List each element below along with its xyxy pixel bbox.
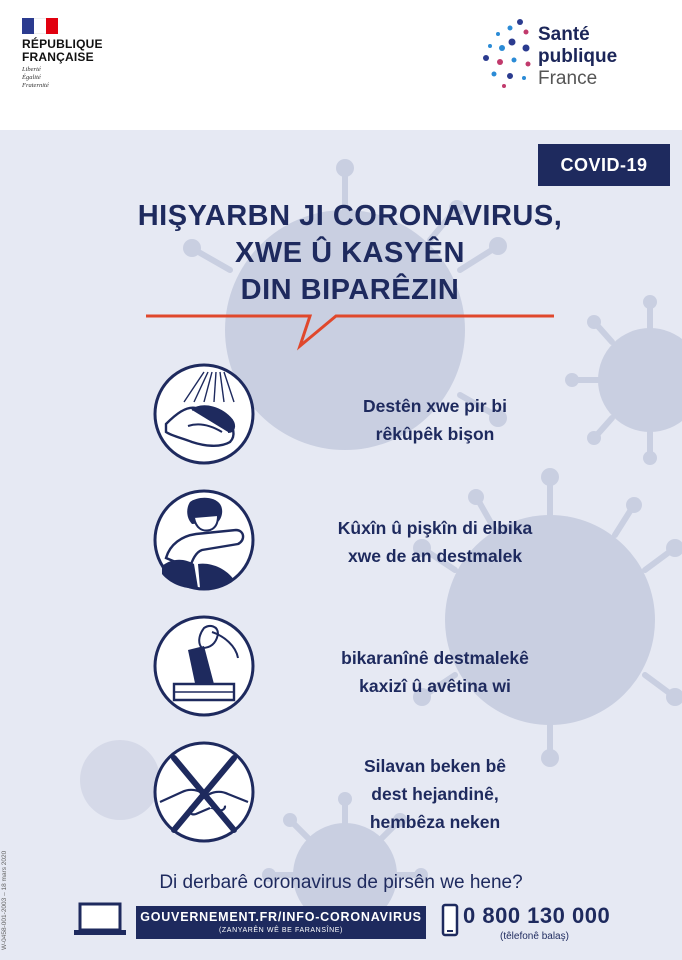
speech-bubble-underline (140, 310, 560, 352)
step-label: Silavan beken bê dest hejandinê, hembêza neken (363, 756, 506, 832)
republique-francaise-logo (22, 18, 103, 90)
french-flag-icon (22, 18, 58, 34)
phone-icon (441, 903, 459, 939)
header (0, 0, 682, 130)
step-cough-elbow (150, 488, 620, 598)
step-label: Destên xwe pir bi rêkûpêk bişon (363, 396, 507, 444)
republic-motto: Liberté Égalité Fraternité (22, 66, 49, 89)
step-label: bikaranînê destmalekê kaxizî û avêtina wi (341, 648, 529, 696)
step-no-handshake (150, 740, 620, 850)
covid-19-badge: COVID-19 (538, 144, 670, 186)
hand-washing-icon (152, 362, 256, 466)
hotline-note: (têlefonê balaş) (500, 931, 569, 942)
info-url-subtitle: (ZANYARÊN WÊ BE FARANSÎNE) (219, 927, 343, 934)
cough-into-elbow-icon (152, 488, 256, 592)
hotline-number[interactable]: 0 800 130 000 (463, 903, 611, 928)
info-url[interactable]: GOUVERNEMENT.FR/INFO-CORONAVIRUS (140, 910, 422, 924)
tissue-box-icon (152, 614, 256, 718)
document-reference: W-0458-001-2003 – 18 mars 2020 (1, 850, 8, 950)
title-line3: DIN BIPARÊZIN (240, 274, 460, 306)
sante-publique-france-logo (482, 14, 652, 104)
info-url-link[interactable] (136, 906, 426, 939)
no-handshake-icon (152, 740, 256, 844)
step-label: Kûxîn û pişkîn di elbika xwe de an destmalek (337, 518, 533, 566)
title-line1: HIŞYARBN JI CORONAVIRUS, (137, 200, 563, 232)
sante-line1: Santé (538, 24, 590, 45)
sante-line2: publique (538, 46, 618, 67)
republic-line1: RÉPUBLIQUE (22, 37, 103, 51)
laptop-icon (72, 902, 128, 938)
footer-question: Di derbarê coronavirus de pirsên we hene? (159, 872, 523, 893)
sante-line3: France (538, 68, 598, 89)
poster-title (80, 198, 620, 309)
title-line2: XWE Û KASYÊN (235, 237, 465, 269)
step-tissue (150, 614, 620, 724)
step-hand-washing (150, 362, 620, 472)
republic-line2: FRANÇAISE (22, 50, 94, 64)
sante-publique-dots-icon (482, 14, 538, 94)
